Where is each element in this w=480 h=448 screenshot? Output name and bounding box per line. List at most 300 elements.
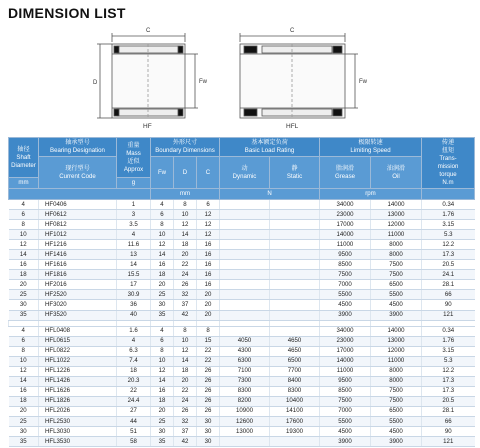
table-cell (220, 310, 270, 320)
table-cell (270, 240, 320, 250)
table-cell: 12 (151, 366, 174, 376)
table-cell: HFL0615 (39, 336, 117, 346)
table-cell: 14100 (270, 406, 320, 416)
table-cell (270, 230, 320, 240)
table-cell: 4 (9, 326, 39, 336)
table-cell: HF2520 (39, 290, 117, 300)
table-cell: 8200 (220, 396, 270, 406)
table-cell: 30 (151, 427, 174, 437)
table-cell: 3900 (371, 310, 422, 320)
table-row (9, 230, 475, 240)
table-cell: 6 (9, 336, 39, 346)
table-cell: 20 (197, 290, 220, 300)
table-cell: 15 (197, 336, 220, 346)
table-cell: 34000 (320, 326, 371, 336)
table-cell (220, 250, 270, 260)
col-boundary-header: 外形尺寸 Boundary Dimensions (151, 138, 220, 157)
table-cell: 51 (117, 427, 151, 437)
table-cell: 44 (117, 416, 151, 426)
table-cell: 28.1 (422, 406, 475, 416)
table-cell: 17 (117, 280, 151, 290)
table-cell: 14 (174, 230, 197, 240)
hf-caption: HF (143, 123, 152, 130)
table-cell: 20 (174, 250, 197, 260)
table-row (9, 356, 475, 366)
table-cell (220, 210, 270, 220)
table-cell: 20 (9, 280, 39, 290)
table-cell: 18 (9, 270, 39, 280)
table-body (9, 200, 475, 447)
table-cell: 4500 (320, 427, 371, 437)
table-cell: 3900 (320, 310, 371, 320)
table-cell: 17000 (320, 346, 371, 356)
table-cell: 20 (151, 280, 174, 290)
table-cell: 8 (9, 220, 39, 230)
table-cell (220, 260, 270, 270)
table-cell: 26 (197, 396, 220, 406)
table-cell: HFL1226 (39, 366, 117, 376)
table-cell: 22 (197, 346, 220, 356)
table-cell (270, 260, 320, 270)
table-cell: 20 (174, 376, 197, 386)
table-cell: 3 (117, 210, 151, 220)
table-cell: 27 (117, 406, 151, 416)
table-row (9, 386, 475, 396)
table-cell: 16 (197, 250, 220, 260)
table-cell: 7700 (270, 366, 320, 376)
table-cell: 16 (9, 260, 39, 270)
table-cell: 20 (151, 406, 174, 416)
table-cell (270, 250, 320, 260)
table-cell: 30 (9, 300, 39, 310)
table-cell: 18 (9, 396, 39, 406)
hf-bearing-drawing (97, 33, 198, 118)
table-row (9, 366, 475, 376)
table-cell: 7.4 (117, 356, 151, 366)
table-cell: 18 (151, 396, 174, 406)
table-cell: HFL0408 (39, 326, 117, 336)
table-cell: 17.3 (422, 250, 475, 260)
table-cell: 24 (174, 396, 197, 406)
table-cell: 32 (174, 416, 197, 426)
table-cell: 4 (9, 200, 39, 210)
table-cell: 121 (422, 437, 475, 447)
table-cell: 12000 (371, 220, 422, 230)
table-cell: 20 (197, 300, 220, 310)
table-cell: HF1616 (39, 260, 117, 270)
table-cell: 4 (151, 326, 174, 336)
table-cell: 24 (174, 270, 197, 280)
table-row (9, 336, 475, 346)
table-cell: 9500 (320, 376, 371, 386)
table-cell: 121 (422, 310, 475, 320)
table-cell: 24.4 (117, 396, 151, 406)
table-cell: 18 (174, 366, 197, 376)
table-row (9, 310, 475, 320)
table-cell: 10 (9, 230, 39, 240)
table-cell: 4500 (371, 427, 422, 437)
table-cell: 9500 (320, 250, 371, 260)
table-cell: 10 (174, 336, 197, 346)
table-cell: HFL0822 (39, 346, 117, 356)
table-cell: 6500 (270, 356, 320, 366)
table-cell: 7000 (320, 406, 371, 416)
table-cell (270, 220, 320, 230)
table-cell: 8 (174, 326, 197, 336)
table-cell: HFL1426 (39, 376, 117, 386)
table-row (9, 346, 475, 356)
table-cell: 0.34 (422, 326, 475, 336)
table-cell: 17600 (270, 416, 320, 426)
table-cell: 18 (174, 240, 197, 250)
col-dynamic-header: 动 Dynamic (220, 157, 270, 189)
table-cell: 14 (9, 376, 39, 386)
table-cell: 14000 (320, 230, 371, 240)
col-speed-unit: rpm (320, 189, 422, 200)
table-cell: 40 (117, 310, 151, 320)
table-row (9, 326, 475, 336)
table-cell: 42 (174, 310, 197, 320)
table-cell: 3900 (371, 437, 422, 447)
table-cell: 90 (422, 300, 475, 310)
table-cell: 10 (9, 356, 39, 366)
table-cell: HF1012 (39, 230, 117, 240)
table-cell: 8000 (371, 376, 422, 386)
table-cell: 4 (117, 336, 151, 346)
table-cell: 16 (197, 270, 220, 280)
table-cell: 28.1 (422, 280, 475, 290)
table-row (9, 210, 475, 220)
table-cell: 66 (422, 290, 475, 300)
table-cell: 11000 (371, 356, 422, 366)
table-cell: 3900 (320, 437, 371, 447)
table-row (9, 220, 475, 230)
table-cell: 1 (117, 200, 151, 210)
table-row (9, 240, 475, 250)
table-cell: 10 (174, 210, 197, 220)
table-cell: HFL1626 (39, 386, 117, 396)
table-cell: 14 (151, 376, 174, 386)
col-torque-header: 传递 扭矩 Trans- mission torque N.m (422, 138, 475, 189)
table-cell: 90 (422, 427, 475, 437)
col-load-header: 基本额定负荷 Basic Load Rating (220, 138, 320, 157)
col-grease-header: 脂润滑 Grease (320, 157, 371, 189)
table-cell: 1.76 (422, 336, 475, 346)
table-cell: 17000 (320, 220, 371, 230)
table-cell (270, 326, 320, 336)
table-cell: 22 (197, 356, 220, 366)
table-cell: HFL1826 (39, 396, 117, 406)
table-cell (220, 200, 270, 210)
table-cell: 22 (174, 386, 197, 396)
table-cell (220, 230, 270, 240)
table-cell (270, 310, 320, 320)
table-cell: 25 (151, 416, 174, 426)
table-row (9, 260, 475, 270)
page-title: DIMENSION LIST (8, 5, 126, 21)
table-cell: 5500 (371, 416, 422, 426)
table-cell: 0.34 (422, 200, 475, 210)
table-cell: 20.3 (117, 376, 151, 386)
table-cell: 26 (197, 386, 220, 396)
table-cell: 8 (151, 346, 174, 356)
table-cell (270, 300, 320, 310)
table-cell: 6500 (371, 406, 422, 416)
table-cell: 11000 (320, 366, 371, 376)
table-cell: 8500 (320, 260, 371, 270)
col-torque-unit-spacer (422, 189, 475, 200)
table-cell: HF1816 (39, 270, 117, 280)
table-cell: 30 (197, 427, 220, 437)
table-cell (220, 280, 270, 290)
table-cell: 26 (174, 406, 197, 416)
table-cell: 22 (117, 386, 151, 396)
table-cell: 35 (151, 310, 174, 320)
table-cell: 7500 (371, 386, 422, 396)
table-cell: 12 (9, 240, 39, 250)
table-cell: 17.3 (422, 376, 475, 386)
table-cell: 7000 (320, 280, 371, 290)
table-cell: HF2016 (39, 280, 117, 290)
table-cell: 30 (151, 300, 174, 310)
table-cell: 1.6 (117, 326, 151, 336)
units-spacer (9, 189, 151, 200)
col-oil-header: 油润滑 Oil (371, 157, 422, 189)
table-cell: 30 (197, 437, 220, 447)
table-cell: 35 (151, 437, 174, 447)
table-cell: 8 (174, 200, 197, 210)
hfl-caption: HFL (286, 123, 299, 130)
table-cell: 26 (197, 406, 220, 416)
table-cell: 14 (9, 250, 39, 260)
table-cell: 3.15 (422, 346, 475, 356)
table-cell: 8500 (320, 386, 371, 396)
table-cell: HF0612 (39, 210, 117, 220)
table-cell: 26 (197, 366, 220, 376)
table-cell: 24.1 (422, 270, 475, 280)
table-row (9, 280, 475, 290)
table-cell: 4500 (320, 300, 371, 310)
hfl-dim-fw: Fw (359, 79, 367, 85)
table-cell (220, 437, 270, 447)
table-cell: 4500 (371, 300, 422, 310)
table-cell: 30.9 (117, 290, 151, 300)
table-cell: 8000 (371, 240, 422, 250)
table-cell: 20.5 (422, 260, 475, 270)
table-cell: 37 (174, 300, 197, 310)
table-cell: 5.3 (422, 230, 475, 240)
table-cell: 7300 (220, 376, 270, 386)
table-cell: 11000 (371, 230, 422, 240)
table-cell: 7500 (371, 270, 422, 280)
col-speed-header: 极限转速 Limiting Speed (320, 138, 422, 157)
table-cell (270, 270, 320, 280)
table-cell: 18 (117, 366, 151, 376)
table-cell: 8 (151, 220, 174, 230)
table-row (9, 270, 475, 280)
dimension-table (8, 137, 475, 447)
table-cell (270, 280, 320, 290)
table-cell: 19300 (270, 427, 320, 437)
table-cell: 20 (9, 406, 39, 416)
table-cell: 12.2 (422, 240, 475, 250)
table-cell: 8000 (371, 250, 422, 260)
table-cell (220, 240, 270, 250)
table-cell: 12 (197, 220, 220, 230)
table-cell: 4650 (270, 336, 320, 346)
bearing-diagrams (0, 22, 480, 134)
col-shaft-unit: mm (9, 178, 39, 189)
table-cell: 11000 (320, 240, 371, 250)
table-cell: 7500 (371, 396, 422, 406)
table-cell: 14000 (371, 326, 422, 336)
hfl-bearing-drawing (240, 33, 358, 118)
table-cell: 35 (9, 437, 39, 447)
table-cell: 8300 (270, 386, 320, 396)
table-cell: 7500 (371, 260, 422, 270)
table-cell: 14 (174, 356, 197, 366)
table-cell: 12 (197, 230, 220, 240)
table-cell: 34000 (320, 200, 371, 210)
table-row (9, 396, 475, 406)
table-cell: 16 (197, 260, 220, 270)
table-cell: 8 (197, 326, 220, 336)
table-cell: HFL3030 (39, 427, 117, 437)
table-cell: HF3520 (39, 310, 117, 320)
table-cell (220, 290, 270, 300)
table-cell: 1.76 (422, 210, 475, 220)
table-row (9, 406, 475, 416)
table-cell: 6300 (220, 356, 270, 366)
table-cell: 32 (174, 290, 197, 300)
table-cell (220, 326, 270, 336)
table-cell: 12000 (371, 346, 422, 356)
table-cell: 4650 (270, 346, 320, 356)
table-cell (270, 200, 320, 210)
table-cell: HFL2026 (39, 406, 117, 416)
col-shaft-header: 轴径 Shaft Diameter (9, 138, 39, 178)
table-cell (220, 300, 270, 310)
col-c-header: C (197, 157, 220, 189)
table-cell: 15.5 (117, 270, 151, 280)
table-cell: 10 (151, 356, 174, 366)
table-cell: 11.6 (117, 240, 151, 250)
table-row (9, 427, 475, 437)
table-cell: 6500 (371, 280, 422, 290)
table-cell: HFL2530 (39, 416, 117, 426)
table-cell: 14 (151, 250, 174, 260)
table-cell: 8 (9, 346, 39, 356)
table-cell: HF0406 (39, 200, 117, 210)
table-cell: 3.5 (117, 220, 151, 230)
table-cell: 12.2 (422, 366, 475, 376)
table-cell: HF0812 (39, 220, 117, 230)
table-cell: 6 (151, 210, 174, 220)
table-cell: 12 (174, 346, 197, 356)
table-cell: 66 (422, 416, 475, 426)
table-row (9, 300, 475, 310)
table-cell: 6.3 (117, 346, 151, 356)
table-cell: 26 (174, 280, 197, 290)
table-cell: 12 (197, 210, 220, 220)
col-load-unit: N (220, 189, 320, 200)
table-cell (270, 290, 320, 300)
table-cell: 7500 (320, 270, 371, 280)
table-row (9, 376, 475, 386)
table-cell: 16 (151, 260, 174, 270)
hf-dim-d: D (93, 80, 98, 86)
col-boundary-unit: mm (151, 189, 220, 200)
table-cell: 58 (117, 437, 151, 447)
table-cell: 17.3 (422, 386, 475, 396)
table-cell: 5.3 (422, 356, 475, 366)
table-cell: 8300 (220, 386, 270, 396)
table-cell: HFL1022 (39, 356, 117, 366)
table-cell: 8000 (371, 366, 422, 376)
table-row (9, 416, 475, 426)
table-cell: 37 (174, 427, 197, 437)
table-cell: 6 (151, 336, 174, 346)
table-cell: 7100 (220, 366, 270, 376)
table-cell: 23000 (320, 336, 371, 346)
table-cell: 13000 (371, 336, 422, 346)
table-cell: 5500 (320, 416, 371, 426)
table-cell: 12 (151, 240, 174, 250)
table-cell: 13000 (220, 427, 270, 437)
table-cell: 25 (9, 290, 39, 300)
table-cell: 13000 (371, 210, 422, 220)
table-cell (270, 210, 320, 220)
table-cell: 12600 (220, 416, 270, 426)
table-cell: HFL3530 (39, 437, 117, 447)
table-cell: 23000 (320, 210, 371, 220)
table-cell: 16 (197, 240, 220, 250)
table-cell: 14 (117, 260, 151, 270)
table-cell: 16 (9, 386, 39, 396)
table-cell: 6 (9, 210, 39, 220)
table-cell: 3.15 (422, 220, 475, 230)
table-cell: 20.5 (422, 396, 475, 406)
table-cell: 13 (117, 250, 151, 260)
table-cell: 42 (174, 437, 197, 447)
table-cell: 14000 (371, 200, 422, 210)
table-cell: 12 (174, 220, 197, 230)
table-cell: 16 (151, 386, 174, 396)
col-mass-unit: g (117, 178, 151, 189)
table-row (9, 200, 475, 210)
col-mass-header: 重量 Mass 近似 Approx (117, 138, 151, 178)
table-cell: 22 (174, 260, 197, 270)
table-cell: 25 (9, 416, 39, 426)
table-cell: 4050 (220, 336, 270, 346)
table-cell: 16 (197, 280, 220, 290)
table-cell: 10400 (270, 396, 320, 406)
table-row (9, 290, 475, 300)
table-cell: 10900 (220, 406, 270, 416)
table-cell (220, 270, 270, 280)
table-cell: 14000 (320, 356, 371, 366)
table-cell: 30 (9, 427, 39, 437)
table-cell: 18 (151, 270, 174, 280)
table-cell: HF1416 (39, 250, 117, 260)
table-cell (270, 437, 320, 447)
table-cell: 8400 (270, 376, 320, 386)
table-row (9, 437, 475, 447)
col-static-header: 静 Static (270, 157, 320, 189)
table-cell: 12 (9, 366, 39, 376)
table-cell: 6 (197, 200, 220, 210)
table-cell: 25 (151, 290, 174, 300)
